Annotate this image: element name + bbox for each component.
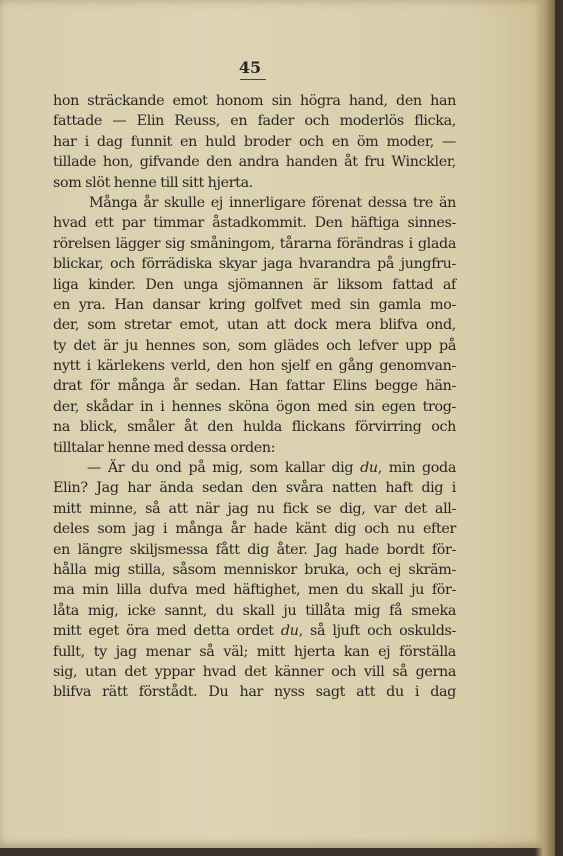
- text-line: tilltalar henne med dessa orden:: [53, 439, 276, 456]
- text-line: fullt, ty jag menar så väl; mitt hjerta kan ej förställa: [53, 643, 456, 660]
- text-line: tillade hon, gifvande den andra handen åt fru Winckler,: [53, 154, 456, 171]
- text-line: sig, utan det yppar hvad det känner och vill så gerna: [53, 663, 456, 680]
- text-line: mitt minne, så att när jag nu fick se dig, var det all-: [53, 500, 456, 517]
- text-line: hvad ett par timmar åstadkommit. Den häftiga sinnes-: [53, 215, 456, 232]
- text-line: deles som jag i många år hade känt dig och nu efter: [53, 521, 456, 538]
- text-line: nytt i kärlekens verld, den hon sjelf en gång genomvan-: [53, 358, 456, 375]
- text-line: låta mig, icke sannt, du skall ju tillåta mig få smeka: [53, 602, 456, 619]
- text-line: na blick, småler åt den hulda flickans förvirring och: [53, 419, 456, 436]
- text-line: — Är du ond på mig, som kallar dig du, min goda: [87, 460, 457, 477]
- text-line: mitt eget öra med detta ordet du, så ljuft och oskulds-: [53, 623, 456, 640]
- text-line: har i dag funnit en huld broder och en öm moder, —: [53, 133, 456, 150]
- text-line: liga kinder. Den unga sjömannen är liksom fattad af: [53, 276, 456, 293]
- text-line: der, som stretar emot, utan att dock mera blifva ond,: [53, 317, 456, 334]
- text-line: en yra. Han dansar kring golfvet med sin gamla mo-: [53, 296, 456, 313]
- text-line: fattade — Elin Reuss, en fader och moderlös flicka,: [53, 113, 456, 130]
- page-number-rule: [240, 79, 266, 80]
- page-number: 45: [238, 58, 262, 77]
- text-line: blickar, och förrädiska skyar jaga hvarandra på jungfru-: [53, 256, 456, 273]
- text-line: ma min lilla dufva med häftighet, men du skall ju för-: [53, 582, 456, 599]
- text-line: Många år skulle ej innerligare förenat dessa tre än: [89, 194, 456, 211]
- text-line: der, skådar in i hennes sköna ögon med sin egen trog-: [53, 398, 456, 415]
- text-line: drat för många år sedan. Han fattar Elins begge hän-: [53, 378, 456, 395]
- text-line: ty det är ju hennes son, som glädes och lefver upp på: [53, 337, 456, 354]
- body-text: [53, 91, 456, 703]
- page-edge-shadow: [535, 0, 555, 856]
- text-line: Elin? Jag har ända sedan den svåra natten haft dig i: [53, 480, 456, 497]
- text-line: hålla mig stilla, såsom menniskor bruka, och ej skräm-: [53, 561, 456, 578]
- text-line: en längre skiljsmessa fått dig åter. Jag hade bordt för-: [53, 541, 456, 558]
- text-line: som slöt henne till sitt hjerta.: [53, 174, 253, 191]
- text-line: rörelsen lägger sig småningom, tårarna förändras i glada: [53, 235, 456, 252]
- text-line: blifva rätt förstådt. Du har nyss sagt att du i dag: [53, 684, 456, 701]
- text-line: hon sträckande emot honom sin högra hand, den han: [53, 93, 456, 109]
